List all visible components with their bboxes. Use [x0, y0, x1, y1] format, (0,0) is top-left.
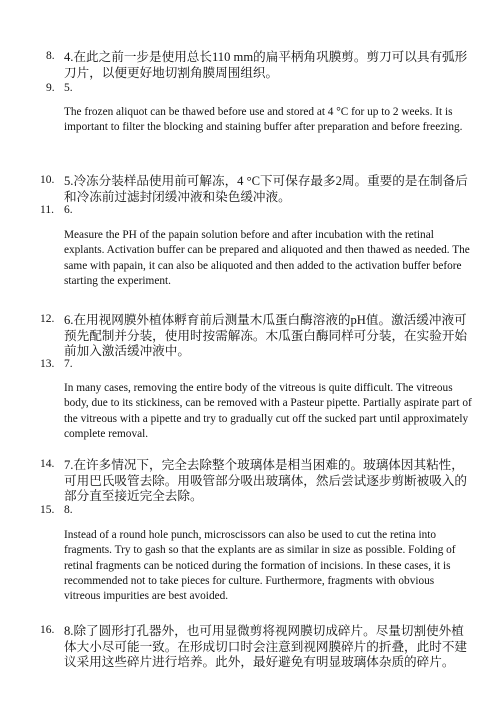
note-label: 8.: [64, 504, 73, 516]
item-number: 15.: [40, 504, 55, 516]
list-item-13: [40, 358, 73, 370]
list-item-11: [40, 204, 73, 216]
list-item-16: [40, 624, 476, 671]
english-paragraph: The frozen aliquot can be thawed before use and stored at 4 °C for up to 2 weeks. It is important to filter the blocking and staining buffer after preparation and before freezing.: [64, 106, 463, 134]
list-item-15: [40, 504, 73, 516]
note-label: 6.: [64, 204, 73, 216]
english-paragraph: Measure the PH of the papain solution before and after incubation with the retinal explants. Activation buffer can be prepared and aliquoted and then thawed as needed. The same with papain, it can also be aliquoted and then added to the activation buffer before starting the experiment.: [64, 229, 470, 287]
chinese-paragraph: 5.冷冻分装样品使用前可解冻，4 °C下可保存最多2周。重要的是在制备后和冷冻前过滤封闭缓冲液和染色缓冲液。: [64, 174, 468, 204]
item-number: 9.: [46, 82, 55, 94]
item-number: 16.: [40, 624, 55, 636]
english-paragraph: Instead of a round hole punch, microscissors can also be used to cut the retina into fragments. Try to gash so that the explants are as similar in size as possible. Folding of retinal fragments can be noticed during the formation of incisions. In these cases, it is recommended not to take pieces for culture. Furthermore, fragments with obvious vitreous impurities are best avoided.: [64, 529, 456, 603]
list-item-14: [40, 458, 476, 505]
english-paragraph: In many cases, removing the entire body of the vitreous is quite difficult. The vitreous body, due to its stickiness, can be removed with a Pasteur pipette. Partially aspirate part of the vitreous with a pipette and try to gradually cut off the sucked part until approximately complete removal.: [64, 382, 472, 440]
item-number: 13.: [40, 358, 55, 370]
chinese-paragraph: 8.除了圆形打孔器外，也可用显微剪将视网膜切成碎片。尽量切割使外植体大小尽可能一致。在形成切口时会注意到视网膜碎片的折叠，此时不建议采用这些碎片进行培养。此外，最好避免有明显玻璃体杂质的碎片。: [64, 624, 467, 670]
item-number: 12.: [40, 313, 55, 325]
list-item-8: [46, 50, 476, 81]
item-number: 8.: [46, 50, 55, 62]
note-label: 5.: [64, 82, 73, 94]
list-item-10: [40, 174, 476, 205]
chinese-paragraph: 7.在许多情况下，完全去除整个玻璃体是相当困难的。玻璃体因其粘性，可用巴氏吸管去除。用吸管部分吸出玻璃体，然后尝试逐步剪断被吸入的部分直至接近完全去除。: [64, 458, 467, 504]
item-number: 10.: [40, 174, 55, 186]
item-number: 14.: [40, 458, 55, 470]
chinese-paragraph: 6.在用视网膜外植体孵育前后测量木瓜蛋白酶溶液的pH值。激活缓冲液可预先配制并分装，使用时按需解冻。木瓜蛋白酶同样可分装，在实验开始前加入激活缓冲液中。: [64, 313, 467, 359]
item-number: 11.: [40, 204, 54, 216]
list-item-12: [40, 313, 476, 360]
list-item-9: [46, 82, 73, 94]
chinese-paragraph: 4.在此之前一步是使用总长110 mm的扁平柄角巩膜剪。剪刀可以具有弧形刀片，以便更好地切割角膜周围组织。: [64, 50, 468, 80]
note-label: 7.: [64, 358, 73, 370]
